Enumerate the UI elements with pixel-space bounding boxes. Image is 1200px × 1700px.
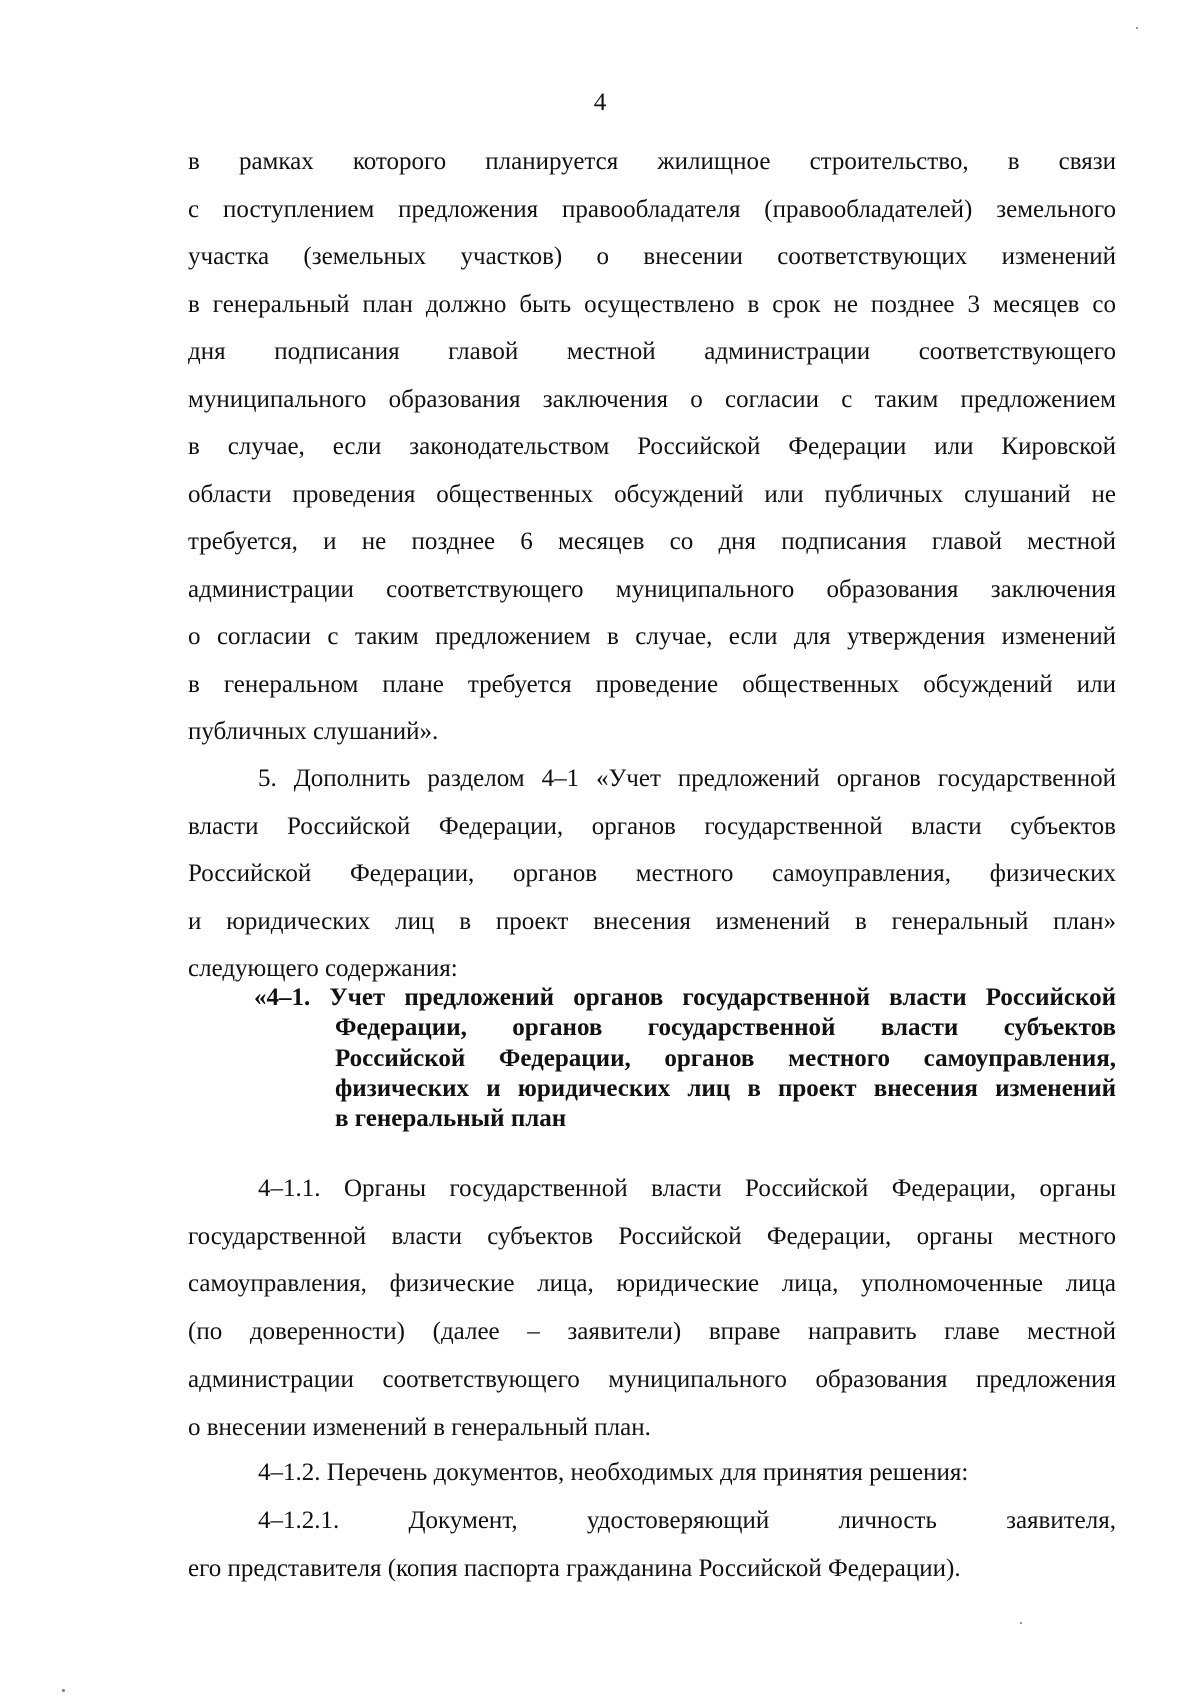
paragraph-4-1-2-1: [188, 1497, 1116, 1592]
text-line: власти Российской Федерации, органов государственной власти субъектов: [188, 812, 1116, 840]
text-line: муниципального образования заключения о согласии с таким предложением: [188, 385, 1116, 413]
section-heading: [254, 983, 1116, 1134]
text-line: (по доверенности) (далее – заявители) вправе направить главе местной: [188, 1318, 1116, 1346]
text-line: 4–1.1. Органы государственной власти Российской Федерации, органы: [258, 1175, 1116, 1202]
scan-speck: [1136, 27, 1138, 29]
text-line: администрации соответствующего муниципального образования заключения: [188, 575, 1116, 603]
text-line: публичных слушаний».: [188, 718, 439, 745]
text-line: о внесении изменений в генеральный план.: [188, 1413, 651, 1441]
text-line: самоуправления, физические лица, юридические лица, уполномоченные лица: [188, 1270, 1116, 1298]
text-line: его представителя (копия паспорта гражданина Российской Федерации).: [188, 1554, 961, 1582]
text-line: 5. Дополнить разделом 4–1 «Учет предложений органов государственной: [258, 765, 1116, 792]
paragraph-4-1-2: [188, 1449, 1116, 1497]
text-line: и юридических лиц в проект внесения изменений в генеральный план»: [188, 907, 1116, 935]
heading-line: Российской Федерации, органов местного самоуправления,: [335, 1044, 1116, 1072]
scan-speck: [1020, 1622, 1022, 1624]
text-line: в генеральном плане требуется проведение общественных обсуждений или: [188, 670, 1116, 698]
text-line: в рамках которого планируется жилищное строительство, в связи: [188, 148, 1116, 175]
text-line: администрации соответствующего муниципального образования предложения: [188, 1365, 1116, 1393]
page-number: 4: [593, 89, 607, 116]
heading-number: «4–1.: [254, 984, 311, 1011]
text-line: требуется, и не позднее 6 месяцев со дня подписания главой местной: [188, 528, 1116, 555]
heading-line: в генеральный план: [335, 1105, 567, 1133]
text-line: дня подписания главой местной администрации соответствующего: [188, 338, 1116, 365]
heading-line: физических и юридических лиц в проект внесения изменений: [335, 1074, 1116, 1102]
text-line: Российской Федерации, органов местного самоуправления, физических: [188, 860, 1116, 887]
heading-line: [254, 983, 1116, 1013]
heading-line: Федерации, органов государственной власти субъектов: [335, 1014, 1116, 1042]
paragraph-intro: [188, 138, 1116, 756]
text-line: участка (земельных участков) о внесении соответствующих изменений: [188, 243, 1116, 270]
text-line: 4–1.2. Перечень документов, необходимых для принятия решения:: [258, 1459, 969, 1486]
heading-continuation: [254, 1013, 1116, 1134]
text-line: следующего содержания:: [188, 955, 458, 982]
heading-text: Учет предложений органов государственной власти Российской: [329, 984, 1116, 1011]
text-line: 4–1.2.1. Документ, удостоверяющий личность заявителя,: [258, 1507, 1116, 1534]
scan-speck: [62, 1689, 65, 1692]
text-line: государственной власти субъектов Российской Федерации, органы местного: [188, 1222, 1116, 1250]
text-line: в генеральный план должно быть осуществлено в срок не позднее 3 месяцев со: [188, 290, 1116, 318]
text-line: о согласии с таким предложением в случае, если для утверждения изменений: [188, 623, 1116, 650]
text-line: в случае, если законодательством Российской Федерации или Кировской: [188, 433, 1116, 460]
paragraph-5: [188, 755, 1116, 993]
paragraph-4-1-1: [188, 1165, 1116, 1451]
text-line: с поступлением предложения правообладателя (правообладателей) земельного: [188, 195, 1116, 223]
text-line: области проведения общественных обсуждений или публичных слушаний не: [188, 480, 1116, 508]
